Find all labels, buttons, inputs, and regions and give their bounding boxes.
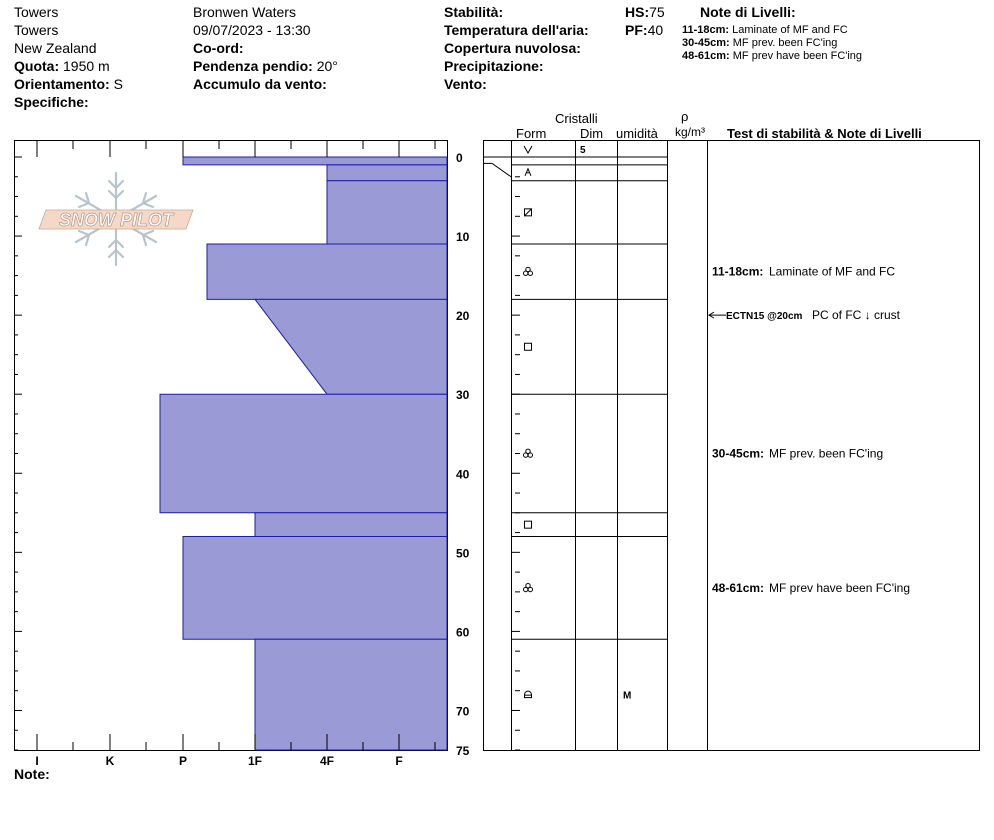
- layer-note-text: MF prev have been FC'ing: [732, 50, 863, 62]
- layer-note-range: 30-45cm:: [712, 446, 765, 461]
- hardness-bar-2: [327, 181, 447, 244]
- rho-header: ρ: [681, 109, 689, 124]
- hs-label: HS:: [625, 4, 650, 20]
- depth-tick-label: 50: [456, 546, 470, 561]
- x-tick-label: I: [35, 754, 39, 768]
- x-tick-label: P: [178, 754, 188, 768]
- layer-note-row: [712, 265, 895, 279]
- elevation-label: Quota:: [14, 58, 60, 74]
- hs-value: 75: [649, 4, 665, 20]
- layer-note-range: 48-61cm:: [712, 580, 765, 595]
- pf-value: 40: [647, 22, 664, 38]
- melt-form-icon: [524, 271, 528, 275]
- aspect-label: Orientamento:: [14, 76, 110, 92]
- layer-moisture: M: [623, 690, 632, 702]
- depth-tick-label: 0: [456, 151, 463, 165]
- layer-row-6: [525, 521, 532, 528]
- layer-row-3: [524, 267, 533, 275]
- melt-form-icon: [524, 453, 528, 457]
- stability-test: [709, 308, 901, 322]
- layer-row-2: [525, 209, 532, 216]
- melt-form-icon: [524, 587, 528, 591]
- hardness-bar-5: [160, 394, 447, 513]
- moisture-header: umidità: [616, 126, 658, 141]
- melt-form-icon: [528, 453, 532, 457]
- layer-row-5: [524, 449, 533, 457]
- hardness-bar-8: [255, 639, 447, 750]
- layer-row-7: [524, 584, 533, 592]
- slope-label: Pendenza pendio:: [193, 58, 313, 74]
- depth-tick-label: 20: [456, 309, 470, 324]
- layer-note-text: MF prev. been FC'ing: [732, 37, 838, 49]
- precip-label: Precipitazione:: [444, 58, 544, 74]
- depth-tick-label: 30: [456, 388, 470, 403]
- form-header: Form: [516, 126, 547, 141]
- datetime: 09/07/2023 - 13:30: [193, 22, 311, 38]
- x-tick-label: F: [395, 754, 403, 768]
- depth-tick-label: 10: [456, 230, 470, 245]
- hardness-bar-1: [327, 165, 447, 181]
- depth-tick-label: 70: [456, 704, 470, 719]
- layer-connector: [483, 163, 511, 176]
- layer-row-0: [524, 145, 586, 156]
- observer: Bronwen Waters: [193, 4, 296, 20]
- layer-size: 5: [580, 145, 586, 156]
- slope-value: 20°: [316, 58, 338, 74]
- crystals-header: Cristalli: [555, 111, 598, 126]
- x-tick-label: 1F: [247, 754, 263, 768]
- layer-note-range: 11-18cm:: [712, 264, 764, 279]
- note-label: Note:: [14, 766, 50, 782]
- air-temp-label: Temperatura dell'aria:: [444, 22, 589, 38]
- elevation-value: 1950 m: [63, 58, 110, 74]
- stability-notes-header: Test di stabilità & Note di Livelli: [727, 126, 922, 141]
- melt-form-icon: [528, 271, 532, 275]
- layer-row-4: [525, 343, 532, 350]
- hardness-bar-4: [255, 299, 447, 394]
- depth-tick-label: 75: [456, 744, 470, 758]
- layer-note-text: MF prev. been FC'ing: [769, 446, 884, 461]
- layer-row-1: [525, 169, 531, 176]
- layer-note-range: 11-18cm:: [682, 24, 730, 36]
- wind-label: Vento:: [444, 76, 487, 92]
- dim-header: Dim: [580, 126, 604, 141]
- layer-note-row: [712, 581, 910, 595]
- hardness-bar-7: [183, 537, 447, 640]
- depth-tick-label: 60: [456, 625, 470, 640]
- layer-note-range: 48-61cm:: [682, 50, 730, 62]
- location-line-2: Towers: [14, 22, 59, 38]
- graupel-icon: [524, 146, 532, 153]
- layer-note-row: [712, 447, 883, 461]
- hardness-bar-6: [255, 513, 447, 537]
- aspect-value: S: [113, 76, 123, 92]
- melt-form-icon: [528, 587, 532, 591]
- hardness-bar-0: [183, 157, 447, 165]
- specifics-label: Specifiche:: [14, 94, 89, 110]
- location-line-3: New Zealand: [14, 40, 97, 56]
- pf-label: PF:: [625, 22, 648, 38]
- layer-row-8: [525, 691, 632, 702]
- layer-note-range: 30-45cm:: [682, 37, 730, 49]
- density-unit-header: kg/m³: [675, 125, 705, 139]
- depth-tick-label: 40: [456, 467, 470, 482]
- stability-label: Stabilità:: [444, 4, 504, 20]
- test-code: ECTN15 @20cm: [726, 311, 803, 323]
- test-note: PC of FC ↓ crust: [812, 308, 901, 323]
- x-tick-label: 4F: [319, 754, 335, 768]
- layer-note-text: Laminate of MF and FC: [769, 264, 896, 279]
- layer-note-text: MF prev have been FC'ing: [769, 580, 911, 595]
- cloud-label: Copertura nuvolosa:: [444, 40, 581, 56]
- wind-loading-label: Accumulo da vento:: [193, 76, 327, 92]
- rounding-faceted-icon-diag: [525, 209, 532, 216]
- location-line-1: Towers: [14, 4, 59, 20]
- x-tick-label: K: [105, 754, 115, 768]
- hardness-bar-3: [207, 244, 447, 299]
- layer-notes-title: Note di Livelli:: [700, 4, 796, 20]
- coord-label: Co-ord:: [193, 40, 244, 56]
- faceted-crystal-icon: [525, 343, 532, 350]
- snowpilot-logo: [39, 173, 193, 265]
- layer-note-text: Laminate of MF and FC: [732, 24, 848, 36]
- logo-text: SNOW PILOT: [59, 210, 173, 230]
- ice-formation-icon: [525, 691, 532, 698]
- faceted-crystal-icon: [525, 521, 532, 528]
- layer-table-frame: [484, 141, 980, 751]
